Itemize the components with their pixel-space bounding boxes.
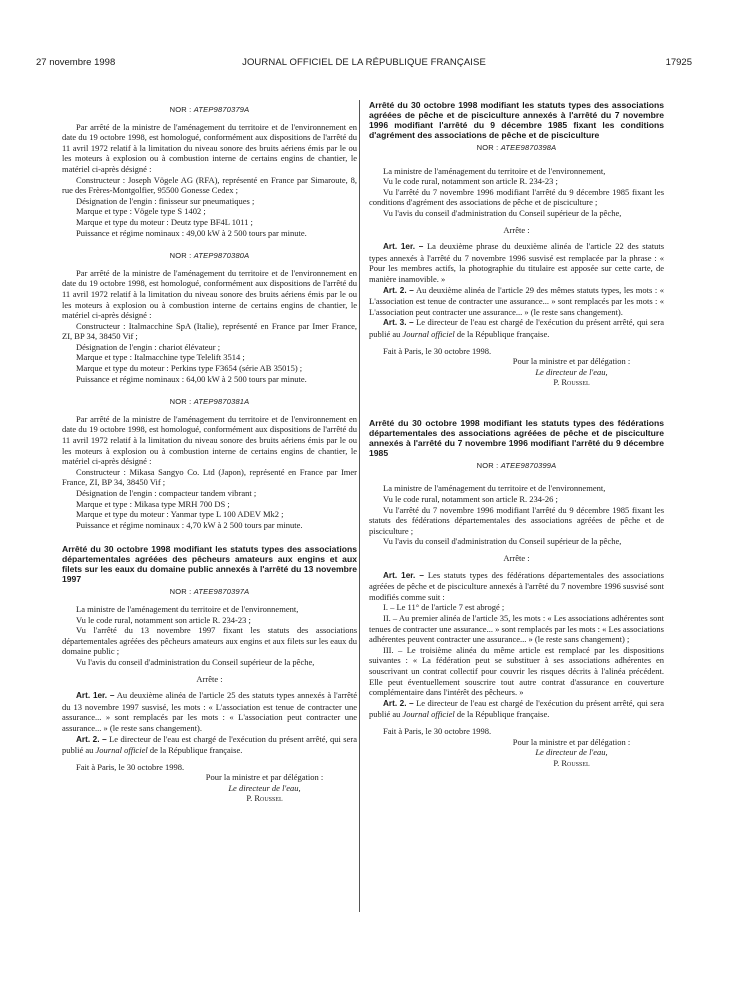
- signature-title: Le directeur de l'eau,: [535, 747, 608, 758]
- paragraph: Vu l'arrêté du 7 novembre 1996 modifiant l'arrêté du 9 décembre 1985 fixant les conditions d'agrément des associations de pêche et de pisciculture ;: [369, 186, 664, 208]
- signature-title: Le directeur de l'eau,: [228, 782, 301, 793]
- signatory-name: P. Roussel: [553, 757, 590, 768]
- paragraph: Constructeur : Italmacchine SpA (Italie), représenté en France par Imer France, ZI, BP 34, 38450 Vif ;: [62, 320, 357, 342]
- date-line: Fait à Paris, le 30 octobre 1998.: [383, 725, 492, 736]
- arrete-word: Arrête :: [503, 224, 530, 235]
- arrete-title: Arrêté du 30 octobre 1998 modifiant les statuts types des associations agréées de pêche et de pisciculture annexés à l'arrêté du 7 novembre 1996 modifiant l'arrêté du 9 décembre 1985 fixant les conditions d'agrément des associations de pêche et de pisciculture: [369, 100, 664, 140]
- nor-code: ATEP9870380A: [193, 251, 250, 261]
- nor-code: ATEE9870399A: [500, 460, 557, 470]
- paragraph: Vu l'avis du conseil d'administration du Conseil supérieur de la pêche,: [383, 536, 622, 547]
- journal-title: JOURNAL OFFICIEL DE LA RÉPUBLIQUE FRANÇAISE: [242, 57, 486, 68]
- nor-line: NOR : ATEP9870381A: [169, 397, 250, 407]
- homologation-block-1: [62, 105, 357, 238]
- nor-line: NOR : ATEP9870380A: [169, 251, 250, 261]
- homologation-block-2: [62, 251, 357, 384]
- list-item: II. – Au premier alinéa de l'article 35, les mots : « Les associations adhérentes sont tenues de contracter une assurance... » sont remplacés par les mots : « Les associations adhérentes peuvent contracter une assurance... » (le reste sans changement) ;: [369, 613, 664, 645]
- right-column: [369, 100, 664, 768]
- arrete-block-associations-agreees: [369, 100, 664, 388]
- nor-line: NOR : ATEE9870398A: [476, 143, 557, 152]
- date-line: Fait à Paris, le 30 octobre 1998.: [383, 345, 492, 356]
- paragraph: Marque et type : Vögele type S 1402 ;: [76, 206, 206, 217]
- paragraph: Par arrêté de la ministre de l'aménagement du territoire et de l'environnement en date du 19 octobre 1998, est homologué, conformément aux dispositions de l'arrêté du 11 avril 1972 relatif à la limitation du niveau sonore des bruits aériens émis par le ou les moteurs à explosion ou à combustion interne de certains engins de chantier, le matériel ci-après désigné :: [62, 267, 357, 321]
- paragraph: Vu le code rural, notamment son article R. 234-23 ;: [383, 176, 558, 187]
- paragraph: Marque et type : Mikasa type MRH 700 DS ;: [76, 498, 230, 509]
- page-header: [36, 57, 692, 71]
- signature-line: Pour la ministre et par délégation :: [512, 736, 631, 747]
- paragraph: Désignation de l'engin : compacteur tandem vibrant ;: [76, 488, 257, 498]
- paragraph: Marque et type du moteur : Yanmar type L 100 ADEV Mk2 ;: [76, 509, 284, 520]
- signature-line: Pour la ministre et par délégation :: [512, 356, 631, 367]
- homologation-block-3: [62, 397, 357, 530]
- paragraph: Constructeur : Joseph Vögele AG (RFA), représenté en France par Simaroute, 8, rue des Frères-Montgolfier, 95500 Gonesse Cedex ;: [62, 174, 357, 196]
- left-column: [62, 98, 357, 804]
- nor-line: NOR : ATEE9870399A: [476, 460, 557, 470]
- paragraph: Désignation de l'engin : finisseur sur pneumatiques ;: [76, 195, 255, 206]
- signatory-name: P. Roussel: [553, 377, 590, 388]
- article: Art. 2. – Le directeur de l'eau est chargé de l'exécution du présent arrêté, qui sera publié au Journal officiel de la République française.: [369, 697, 664, 720]
- signature-title: Le directeur de l'eau,: [535, 366, 608, 377]
- article: Art. 1er. – La deuxième phrase du deuxième alinéa de l'article 22 des statuts types annexés à l'arrêté du 7 novembre 1996 susvisé est remplacée par la phrase : « Pour les membres actifs, la photographie du titulaire est apposée sur cette carte, de manière inamovible. »: [369, 241, 665, 284]
- paragraph: Vu l'avis du conseil d'administration du Conseil supérieur de la pêche,: [383, 207, 622, 218]
- paragraph: Par arrêté de la ministre de l'aménagement du territoire et de l'environnement en date du 19 octobre 1998, est homologué, conformément aux dispositions de l'arrêté du 11 avril 1972 relatif à la limitation du niveau sonore des bruits aériens émis par le ou les moteurs à explosion ou à combustion interne de certains engins de chantier, le matériel ci-après désigné :: [62, 121, 357, 174]
- article: Art. 1er. – Les statuts types des fédérations départementales des associations agréées de pêche et de pisciculture annexés à l'arrêté du 7 novembre 1996 susvisé sont modifiés comme suit :: [369, 569, 664, 602]
- arrete-block-federations: [369, 418, 664, 768]
- list-item: I. – Le 11° de l'article 7 est abrogé ;: [383, 602, 505, 613]
- nor-code: ATEP9870379A: [193, 105, 250, 114]
- arrete-word: Arrête :: [196, 673, 223, 684]
- article-label: Art. 1er. –: [76, 691, 115, 701]
- column-divider: [359, 100, 360, 912]
- paragraph: Vu l'arrêté du 7 novembre 1996 modifiant l'arrêté du 9 décembre 1985 fixant les statuts des fédérations départementales des associations agréées de pêche et de pisciculture ;: [369, 504, 664, 536]
- paragraph: Par arrêté de la ministre de l'aménagement du territoire et de l'environnement en date du 19 octobre 1998, est homologué, conformément aux dispositions de l'arrêté du 11 avril 1972 relatif à la limitation du niveau sonore des bruits aériens émis par le ou les moteurs à explosion ou à combustion interne de certains engins de chantier, le matériel ci-après désigné :: [62, 413, 357, 467]
- arrete-title: Arrêté du 30 octobre 1998 modifiant les statuts types des associations départementales agréées des pêcheurs amateurs aux engins et aux filets sur les eaux du domaine public annexés à l'arrêté du 13 novembre 1997: [62, 544, 357, 585]
- nor-line: NOR : ATEP9870379A: [169, 105, 250, 114]
- paragraph: Puissance et régime nominaux : 64,00 kW à 2 500 tours par minute.: [76, 373, 307, 384]
- paragraph: Désignation de l'engin : chariot élévateur ;: [76, 341, 221, 352]
- paragraph: La ministre de l'aménagement du territoire et de l'environnement,: [383, 165, 606, 176]
- paragraph: Marque et type : Italmacchine type Telelift 3514 ;: [76, 352, 245, 363]
- article-label: Art. 1er. –: [383, 570, 424, 580]
- paragraph: Constructeur : Mikasa Sangyo Co. Ltd (Japon), représenté en France par Imer France, ZI, BP 34, 38450 Vif ;: [62, 466, 357, 488]
- article: Art. 3. – Le directeur de l'eau est chargé de l'exécution du présent arrêté, qui sera publié au Journal officiel de la République française.: [369, 317, 664, 339]
- nor-code: ATEE9870397A: [193, 587, 250, 597]
- paragraph: La ministre de l'aménagement du territoire et de l'environnement,: [383, 483, 606, 494]
- paragraph: Vu le code rural, notamment son article R. 234-23 ;: [76, 614, 251, 625]
- signature-line: Pour la ministre et par délégation :: [205, 772, 324, 783]
- paragraph: Marque et type du moteur : Perkins type F3654 (série AB 35015) ;: [76, 363, 303, 374]
- article: Art. 2. – Le directeur de l'eau est chargé de l'exécution du présent arrêté, qui sera publié au Journal officiel de la République française.: [62, 733, 357, 756]
- article-label: Art. 2. –: [383, 285, 414, 295]
- list-item: III. – Le troisième alinéa du même article est remplacé par les dispositions suivantes : « La fédération peut se substituer à ses associations adhérentes en souscrivant un contrat collectif pour couvrir les risques décrits à l'alinéa précédent. Elle peut éventuellement souscrire tout autre contrat d'assurance en couverture complémentaire dans l'intérêt des pêcheurs. »: [369, 644, 664, 698]
- paragraph: Puissance et régime nominaux : 4,70 kW à 2 500 tours par minute.: [76, 519, 303, 530]
- article-label: Art. 2. –: [383, 698, 414, 708]
- paragraph: Vu l'arrêté du 13 novembre 1997 fixant les statuts des associations départementales agréées des pêcheurs amateurs aux engins et aux filets sur les eaux du domaine public ;: [62, 625, 357, 657]
- paragraph: Marque et type du moteur : Deutz type BF4L 1011 ;: [76, 216, 253, 227]
- arrete-word: Arrête :: [503, 553, 530, 564]
- article-label: Art. 3. –: [383, 318, 414, 328]
- date-line: Fait à Paris, le 30 octobre 1998.: [76, 761, 185, 772]
- article: Art. 2. – Au deuxième alinéa de l'article 29 des mêmes statuts types, les mots : « L'association est tenue de contracter une assurance... » sont remplacés par les mots : « L'association peut contracter une assurance... » (le reste sans changement).: [369, 284, 665, 317]
- page-number: 17925: [665, 57, 692, 68]
- paragraph: Vu l'avis du conseil d'administration du Conseil supérieur de la pêche,: [76, 656, 315, 667]
- article-label: Art. 1er. –: [383, 242, 424, 252]
- signatory-name: P. Roussel: [246, 793, 283, 804]
- paragraph: Puissance et régime nominaux : 49,00 kW à 2 500 tours par minute.: [76, 227, 307, 238]
- article: Art. 1er. – Au deuxième alinéa de l'article 25 des statuts types annexés à l'arrêté du 13 novembre 1997 susvisé, les mots : « L'association est tenue de contracter une assurance... » sont remplacés par les mots : « L'association peut contracter une assurance... » (le reste sans changement).: [62, 690, 358, 733]
- arrete-title: Arrêté du 30 octobre 1998 modifiant les statuts types des fédérations départementales des associations agréées de pêche et de pisciculture annexés à l'arrêté du 7 novembre 1996 modifiant l'arrêté du 9 décembre 1985: [369, 417, 664, 458]
- paragraph: Vu le code rural, notamment son article R. 234-26 ;: [383, 494, 558, 505]
- issue-date: 27 novembre 1998: [36, 57, 116, 68]
- paragraph: La ministre de l'aménagement du territoire et de l'environnement,: [76, 603, 299, 614]
- arrete-block-associations-departementales: [62, 544, 357, 804]
- nor-code: ATEP9870381A: [193, 397, 250, 407]
- nor-line: NOR : ATEE9870397A: [169, 587, 250, 597]
- article-label: Art. 2. –: [76, 734, 107, 744]
- nor-code: ATEE9870398A: [500, 143, 557, 152]
